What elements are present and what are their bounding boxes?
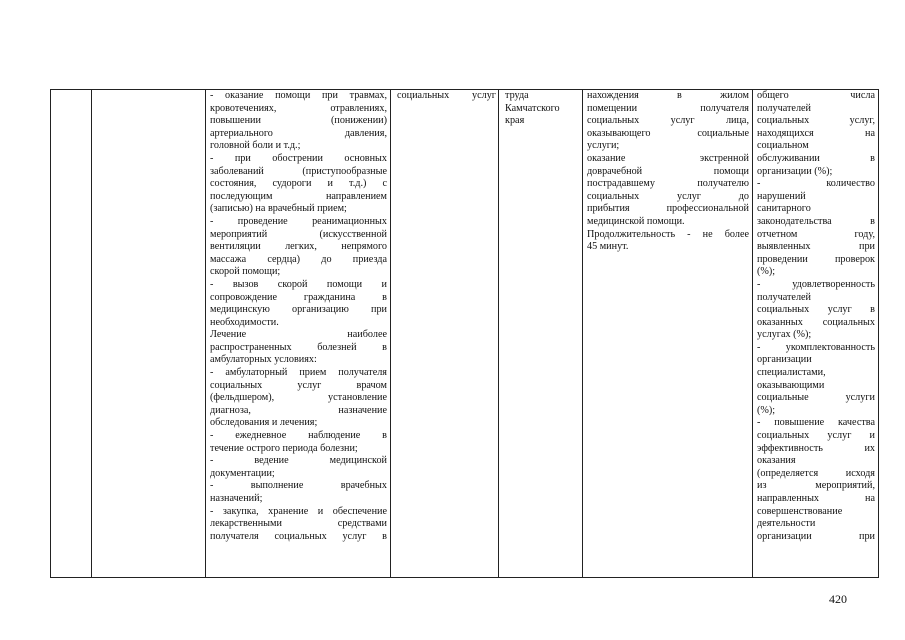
- text-line: совершенствование: [757, 505, 843, 517]
- text-line: лекарственными средствами: [210, 518, 387, 530]
- text-line: труда: [505, 90, 529, 101]
- text-line: Продолжительность - не более: [587, 228, 749, 240]
- text-line: оказанных социальных: [757, 316, 875, 328]
- text-line: оказывающего социальные: [587, 127, 749, 139]
- text-line: помещении получателя: [587, 102, 749, 114]
- text-line: вентиляции легких, непрямого: [210, 241, 387, 253]
- text-line: течение острого периода болезни;: [210, 442, 358, 454]
- text-line: распространенных болезней в: [210, 341, 387, 353]
- text-line: законодательства в: [757, 215, 875, 227]
- text-line: (записью) на врачебный прием;: [210, 203, 347, 215]
- text-line: - амбулаторный прием получателя: [210, 367, 387, 379]
- text-line: Лечение наиболее: [210, 329, 387, 341]
- text-line: сопровождение гражданина в: [210, 291, 387, 303]
- cell-standard: [499, 90, 583, 578]
- cell-service-content: [206, 90, 391, 578]
- text-line: санитарного: [757, 203, 811, 215]
- text-line: - вызов скорой помощи и: [210, 278, 387, 290]
- text-line: пострадавшему получателю: [587, 178, 749, 190]
- text-line: - удовлетворенность: [757, 278, 875, 290]
- text-line: организации при: [757, 530, 875, 542]
- text-line: - при обострении основных: [210, 152, 387, 164]
- text-line: заболеваний (приступообразные: [210, 165, 387, 177]
- text-line: оказывающими: [757, 379, 825, 391]
- text-line: головной боли и т.д.;: [210, 140, 301, 152]
- text-line: диагноза, назначение: [210, 404, 387, 416]
- text-line: нарушений: [757, 190, 806, 202]
- text-line: социальные услуги: [757, 392, 875, 404]
- text-line: состояния, судороги и т.д.) с: [210, 178, 387, 190]
- text-line: направленных на: [757, 493, 875, 504]
- text-line: обследования и лечения;: [210, 417, 318, 429]
- cell-conditions: [583, 90, 753, 578]
- text-line: края: [505, 115, 525, 127]
- text-line: обслуживании в: [757, 152, 875, 164]
- text-line: социальных услуг врачом: [210, 379, 387, 391]
- text-line: социальных услуг и: [757, 430, 875, 442]
- text-line: - количество: [757, 178, 875, 190]
- text-line: кровотечениях, отравлениях,: [210, 102, 387, 114]
- text-line: последующим направлением: [210, 190, 387, 202]
- text-line: - проведение реанимационных: [210, 215, 387, 227]
- text-line: оказание экстренной: [587, 152, 749, 164]
- text-line: 45 минут.: [587, 241, 629, 253]
- text-line: социальных услуг,: [757, 115, 875, 127]
- text-line: назначений;: [210, 493, 263, 504]
- text-line: находящихся на: [757, 127, 875, 139]
- table-row: [51, 90, 879, 578]
- text-line: социальном: [757, 140, 809, 152]
- text-line: (фельдшером), установление: [210, 392, 387, 404]
- text-line: организации (%);: [757, 165, 833, 177]
- quality-indicators-text: [753, 90, 878, 543]
- text-line: - ежедневное наблюдение в: [210, 430, 387, 442]
- text-line: организации: [757, 354, 812, 366]
- text-line: общего числа: [757, 90, 875, 101]
- text-line: социальных услуг: [397, 90, 496, 101]
- text-line: медицинской помощи.: [587, 215, 685, 227]
- services-table: [50, 89, 879, 578]
- cell-quality-indicators: [753, 90, 879, 578]
- text-line: социальных услуг в: [757, 304, 875, 316]
- text-line: необходимости.: [210, 316, 279, 328]
- text-line: оказания: [757, 455, 796, 467]
- text-line: доврачебной помощи: [587, 165, 749, 177]
- conditions-text: [583, 90, 752, 254]
- text-line: проведении проверок: [757, 253, 875, 265]
- text-line: получателей: [757, 291, 812, 303]
- cell-recipients: [391, 90, 499, 578]
- text-line: получателя социальных услуг в: [210, 530, 387, 542]
- text-line: - повышение качества: [757, 417, 875, 429]
- text-line: - выполнение врачебных: [210, 480, 387, 492]
- text-line: специалистами,: [757, 367, 826, 379]
- text-line: амбулаторных условиях:: [210, 354, 317, 366]
- text-line: из мероприятий,: [757, 480, 875, 492]
- text-line: документации;: [210, 467, 275, 479]
- text-line: (определяется исходя: [757, 467, 875, 479]
- text-line: - укомплектованность: [757, 341, 875, 353]
- text-line: - закупка, хранение и обеспечение: [210, 505, 387, 517]
- text-line: нахождения в жилом: [587, 90, 749, 101]
- text-line: - оказание помощи при травмах,: [210, 90, 387, 101]
- text-line: медицинскую организацию при: [210, 304, 387, 316]
- recipients-text: [391, 90, 498, 103]
- text-line: услугах (%);: [757, 329, 812, 341]
- service-content-text: [206, 90, 390, 543]
- page-number: 420: [829, 592, 847, 606]
- text-line: повышении (понижении): [210, 115, 387, 127]
- text-line: отчетном году,: [757, 228, 875, 240]
- text-line: (%);: [757, 404, 776, 416]
- text-line: (%);: [757, 266, 776, 278]
- text-line: мероприятий (искусственной: [210, 228, 387, 240]
- text-line: - ведение медицинской: [210, 455, 387, 467]
- text-line: артериального давления,: [210, 127, 387, 139]
- text-line: массажа сердца) до приезда: [210, 253, 387, 265]
- text-line: деятельности: [757, 518, 816, 530]
- text-line: социальных услуг до: [587, 190, 749, 202]
- text-line: услуги;: [587, 140, 620, 152]
- text-line: социальных услуг лица,: [587, 115, 749, 127]
- standard-text: [499, 90, 582, 128]
- text-line: выявленных при: [757, 241, 875, 253]
- text-line: эффективность их: [757, 442, 875, 454]
- cell-number: [51, 90, 92, 578]
- cell-service-name: [92, 90, 206, 578]
- text-line: Камчатского: [505, 102, 560, 114]
- text-line: скорой помощи;: [210, 266, 281, 278]
- text-line: получателей: [757, 102, 812, 114]
- text-line: прибытия профессиональной: [587, 203, 749, 215]
